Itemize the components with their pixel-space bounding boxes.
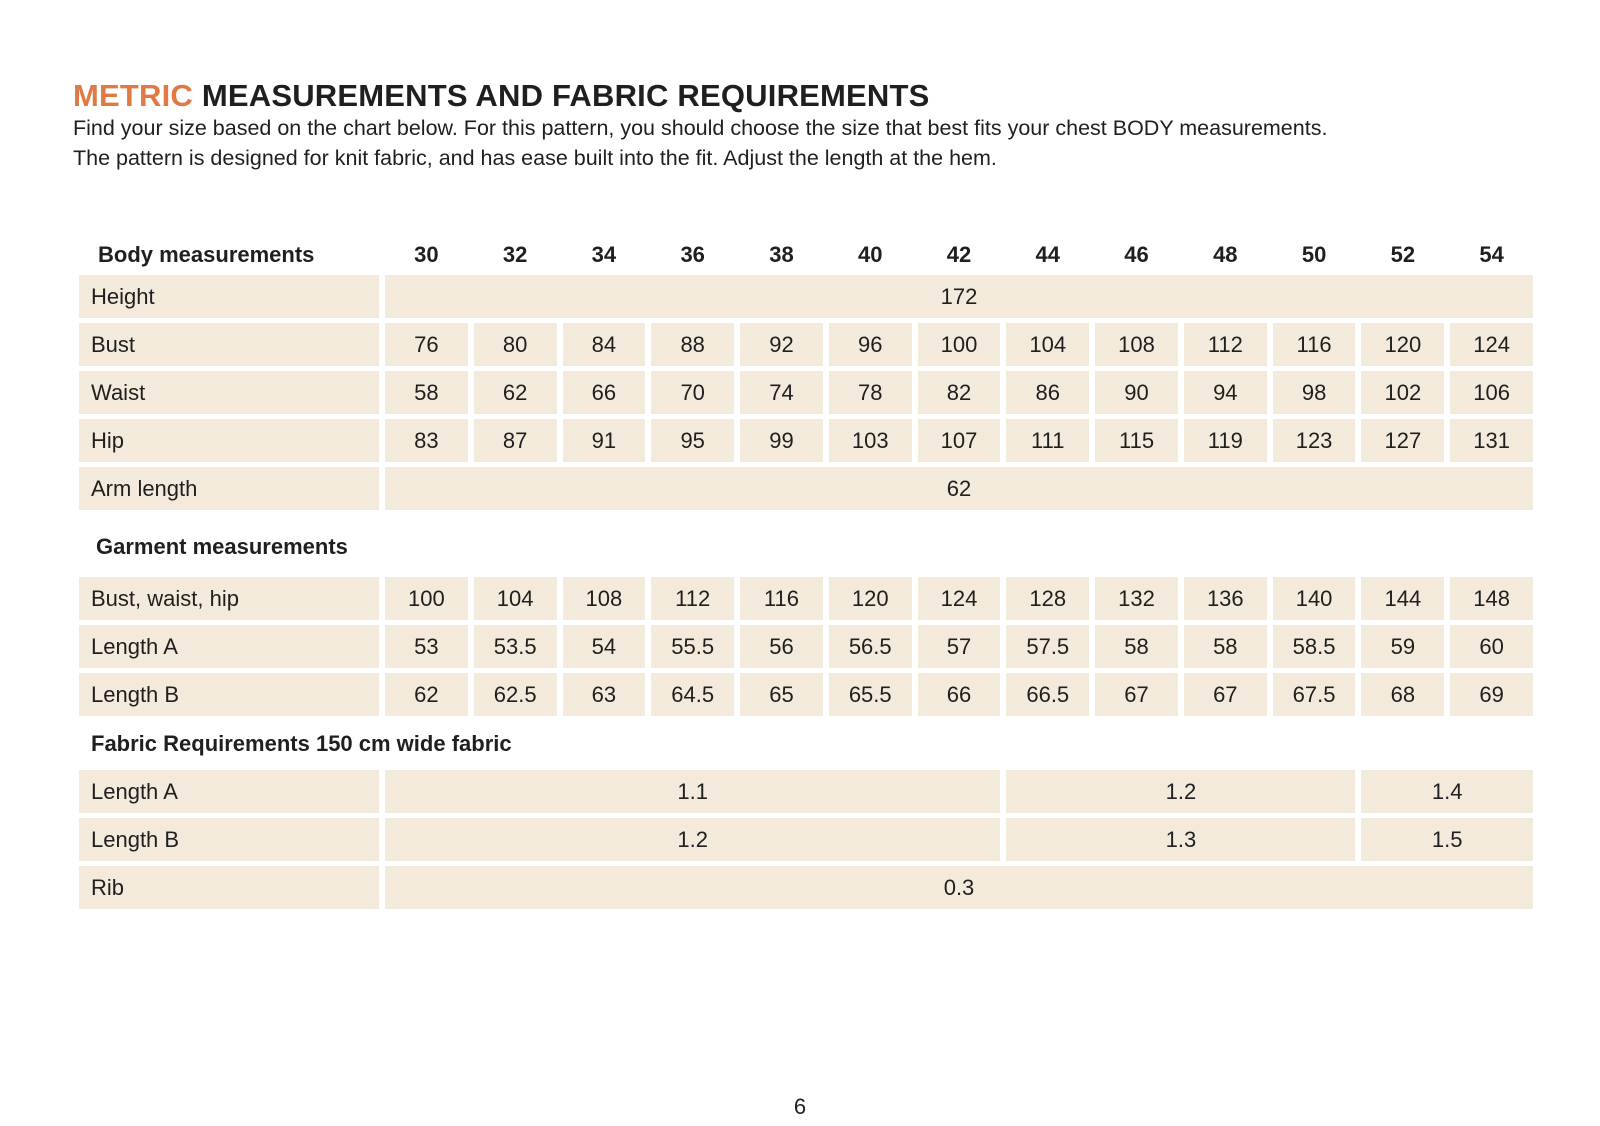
row-label: Bust, waist, hip: [79, 577, 379, 620]
table-cell: 53: [385, 625, 468, 668]
fabric-requirements-table: [79, 770, 1533, 909]
table-cell: 57: [918, 625, 1001, 668]
table-cell: 84: [563, 323, 646, 366]
table-cell: 132: [1095, 577, 1178, 620]
title-accent: METRIC: [73, 78, 194, 113]
garment-measurements-heading-wrap: [79, 532, 1533, 562]
table-cell: 140: [1273, 577, 1356, 620]
table-cell-merged: 0.3: [385, 866, 1533, 909]
table-cell: 68: [1361, 673, 1444, 716]
table-cell: 59: [1361, 625, 1444, 668]
table-cell: 58: [385, 371, 468, 414]
table-cell: 58: [1095, 625, 1178, 668]
table-cell: 124: [918, 577, 1001, 620]
table-cell: 66: [563, 371, 646, 414]
row-label: Height: [79, 275, 379, 318]
table-cell: 148: [1450, 577, 1533, 620]
fabric-requirements-heading: Fabric Requirements 150 cm wide fabric: [91, 731, 512, 756]
table-cell: 57.5: [1006, 625, 1089, 668]
table-cell: 92: [740, 323, 823, 366]
table-cell: 123: [1273, 419, 1356, 462]
body-measurements-table: [79, 240, 1533, 510]
table-cell: 96: [829, 323, 912, 366]
table-cell: 65.5: [829, 673, 912, 716]
table-cell-merged: 1.5: [1361, 818, 1533, 861]
table-cell: 95: [651, 419, 734, 462]
table-cell: 67.5: [1273, 673, 1356, 716]
size-header: 30: [414, 242, 439, 267]
garment-measurements-table: [79, 577, 1533, 716]
table-cell: 82: [918, 371, 1001, 414]
row-label: Rib: [79, 866, 379, 909]
table-cell-merged: 62: [385, 467, 1533, 510]
row-label: Bust: [79, 323, 379, 366]
table-cell: 65: [740, 673, 823, 716]
table-cell: 74: [740, 371, 823, 414]
row-label: Arm length: [79, 467, 379, 510]
table-cell: 56.5: [829, 625, 912, 668]
size-header: 48: [1213, 242, 1238, 267]
table-cell: 116: [740, 577, 823, 620]
table-cell: 62: [474, 371, 557, 414]
garment-measurements-heading: Garment measurements: [96, 534, 348, 559]
body-measurements-heading: Body measurements: [98, 242, 315, 267]
table-cell: 58.5: [1273, 625, 1356, 668]
table-cell: 62.5: [474, 673, 557, 716]
table-cell: 53.5: [474, 625, 557, 668]
table-cell: 87: [474, 419, 557, 462]
table-cell-merged: 1.2: [1006, 770, 1355, 813]
table-cell: 83: [385, 419, 468, 462]
table-cell: 99: [740, 419, 823, 462]
table-cell: 108: [1095, 323, 1178, 366]
row-label: Length B: [79, 818, 379, 861]
table-cell: 94: [1184, 371, 1267, 414]
intro-text: [73, 114, 1327, 173]
table-cell: 54: [563, 625, 646, 668]
table-cell: 102: [1361, 371, 1444, 414]
table-cell: 70: [651, 371, 734, 414]
table-cell: 112: [651, 577, 734, 620]
table-cell: 103: [829, 419, 912, 462]
table-cell-merged: 172: [385, 275, 1533, 318]
table-cell: 56: [740, 625, 823, 668]
row-label: Length A: [79, 770, 379, 813]
table-cell-merged: 1.1: [385, 770, 1000, 813]
row-label: Length A: [79, 625, 379, 668]
table-cell: 67: [1184, 673, 1267, 716]
table-cell: 119: [1184, 419, 1267, 462]
size-header: 38: [769, 242, 794, 267]
page-number: 6: [793, 1094, 807, 1119]
table-cell: 80: [474, 323, 557, 366]
size-header: 54: [1479, 242, 1504, 267]
table-cell: 128: [1006, 577, 1089, 620]
table-cell: 112: [1184, 323, 1267, 366]
table-cell: 100: [385, 577, 468, 620]
size-header: 50: [1301, 242, 1327, 267]
row-label: Waist: [79, 371, 379, 414]
table-cell: 115: [1095, 419, 1178, 462]
table-cell: 108: [563, 577, 646, 620]
table-cell: 88: [651, 323, 734, 366]
table-cell: 120: [1361, 323, 1444, 366]
table-cell: 86: [1006, 371, 1089, 414]
size-header: 34: [591, 242, 617, 267]
table-cell-merged: 1.3: [1006, 818, 1355, 861]
table-cell: 58: [1184, 625, 1267, 668]
table-cell: 78: [829, 371, 912, 414]
table-cell: 66.5: [1006, 673, 1089, 716]
table-cell: 98: [1273, 371, 1356, 414]
table-cell: 76: [385, 323, 468, 366]
size-header: 42: [946, 242, 972, 267]
fabric-heading-wrap: [79, 729, 1533, 759]
table-cell: 104: [1006, 323, 1089, 366]
table-cell: 127: [1361, 419, 1444, 462]
table-cell: 124: [1450, 323, 1533, 366]
table-cell: 106: [1450, 371, 1533, 414]
table-cell: 104: [474, 577, 557, 620]
table-cell: 69: [1450, 673, 1533, 716]
table-cell: 90: [1095, 371, 1178, 414]
size-header: 44: [1035, 242, 1060, 267]
table-cell: 116: [1273, 323, 1356, 366]
table-cell-merged: 1.2: [385, 818, 1000, 861]
table-cell: 111: [1006, 419, 1089, 462]
table-cell: 120: [829, 577, 912, 620]
table-cell: 63: [563, 673, 646, 716]
intro-line: The pattern is designed for knit fabric, and has ease built into the fit. Adjust the length at the hem.: [73, 145, 997, 170]
size-header: 40: [857, 242, 883, 267]
table-cell: 67: [1095, 673, 1178, 716]
table-cell: 60: [1450, 625, 1533, 668]
size-header: 36: [680, 242, 705, 267]
size-header: 32: [502, 242, 528, 267]
table-cell: 144: [1361, 577, 1444, 620]
table-cell: 100: [918, 323, 1001, 366]
table-cell: 62: [385, 673, 468, 716]
title-rest: MEASUREMENTS AND FABRIC REQUIREMENTS: [193, 78, 930, 113]
size-header: 46: [1124, 242, 1149, 267]
table-cell: 136: [1184, 577, 1267, 620]
table-cell-merged: 1.4: [1361, 770, 1533, 813]
row-label: Length B: [79, 673, 379, 716]
table-cell: 107: [918, 419, 1001, 462]
table-cell: 64.5: [651, 673, 734, 716]
table-cell: 66: [918, 673, 1001, 716]
row-label: Hip: [79, 419, 379, 462]
page-title: [73, 78, 930, 114]
intro-line: Find your size based on the chart below. For this pattern, you should choose the size that best fits your chest BODY measurements.: [73, 116, 1328, 140]
table-cell: 131: [1450, 419, 1533, 462]
size-header: 52: [1390, 242, 1416, 267]
table-cell: 55.5: [651, 625, 734, 668]
table-cell: 91: [563, 419, 646, 462]
